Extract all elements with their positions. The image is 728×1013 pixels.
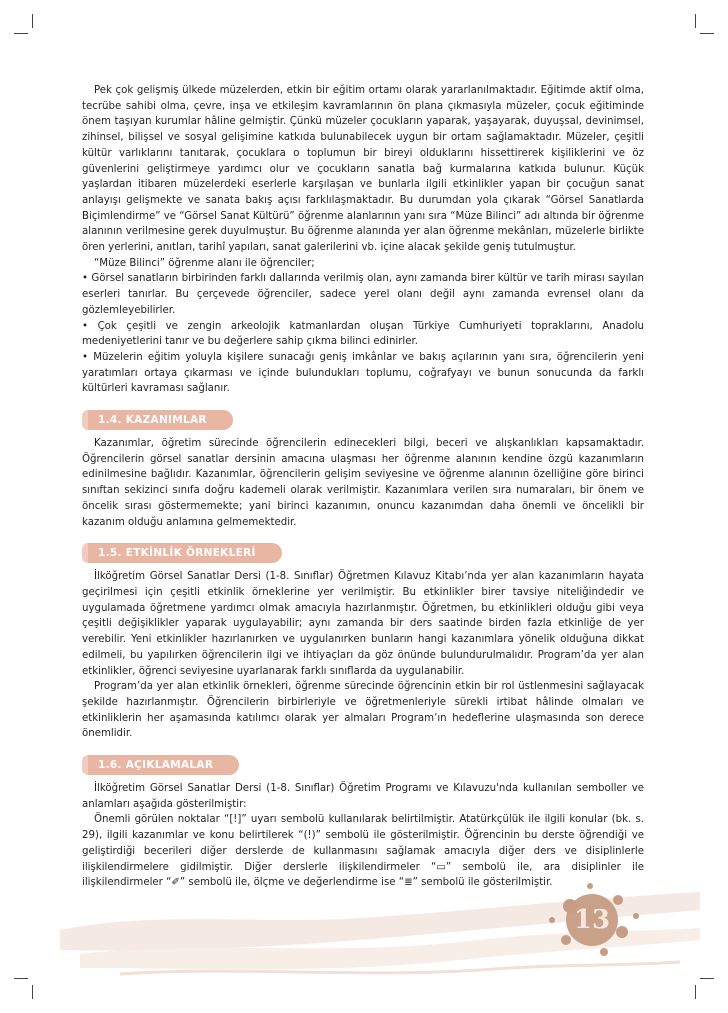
page-body (82, 83, 644, 891)
crop-mark (700, 33, 714, 34)
section-paragraph: İlköğretim Görsel Sanatlar Dersi (1-8. Sınıflar) Öğretim Programı ve Kılavuzu'nda kullanılan semboller ve anlamları aşağıda gösterilmiştir: (82, 783, 644, 810)
bullet-item: • Müzelerin eğitim yoluyla kişilere sunacağı geniş imkânlar ve bakış açılarının yanı sıra, öğrencilerin yeni yaratımları ortaya çıkarması ve içinde bulundukları toplumu, coğrafyayı ve bunun sonucunda da farklı kültürleri kavraması sağlanır. (82, 351, 644, 395)
section-heading-etkinlik: 1.5. ETKİNLİK ÖRNEKLERİ (88, 543, 282, 563)
section-paragraph: İlköğretim Görsel Sanatlar Dersi (1-8. Sınıflar) Öğretmen Kılavuz Kitabı’nda yer alan kazanımların hayata geçirilmesi için çeşitli etkinlik örneklerine yer verilmiştir. Bu etkinlikler birer tavsiye niteliğindedir ve uygulamada öğretmene yardımcı olmak amacıyla hazırlanmıştır. Öğretmen, bu etkinlikleri olduğu gibi veya çeşitli değişiklikler yaparak uygulayabilir; aynı zamanda bir ders saatinde birden fazla etkinliğe de yer verebilir. Yeni etkinlikler hazırlanırken ve uygulanırken bunların hangi kazanımlara yönelik olduğuna dikkat edilmeli, bu yapılırken öğrencilerin ilgi ve ihtiyaçları da göz önünde bulundurulmalıdır. Program’da yer alan etkinlikler, öğrenci seviyesine uyarlanarak farklı sınıflarda da uygulanabilir. (82, 571, 644, 677)
crop-mark (695, 14, 696, 28)
crop-mark (14, 33, 28, 34)
page-number: 13 (573, 905, 611, 935)
bullet-item: • Çok çeşitli ve zengin arkeolojik katmanlardan oluşan Türkiye Cumhuriyeti topraklarını, Anadolu medeniyetlerini tanır ve bu değerlere sahip çıkma bilinci edinirler. (82, 320, 644, 348)
section-heading-aciklamalar: 1.6. AÇIKLAMALAR (88, 755, 239, 775)
crop-mark (32, 14, 33, 28)
section-paragraph: Kazanımlar, öğretim sürecinde öğrencilerin edinecekleri bilgi, beceri ve alışkanlıkları kapsamaktadır. Öğrencilerin görsel sanatlar dersinin amacına ulaşması her öğrenme alanının kendine özgü kazanımların edinilmesine bağlıdır. Kazanımlar, öğrencilerin gelişim seviyesine ve öğrenme alanının özelliğine göre birinci sınıftan sekizinci sınıfa doğru kademeli olarak verilmiştir. Kazanımlara verilen sıra numaraları, bir önem ve öncelik sırası göstermemekte; yani birinci kazanımın, onuncu kazanımdan daha önemli ve öncelikli bir kazanım olduğu anlamına gelmemektedir. (82, 438, 644, 528)
bullet-item: • Görsel sanatların birbirinden farklı dallarında verilmiş olan, aynı zamanda birer kültür ve tarih mirası sayılan eserleri tanırlar. Bu çerçevede öğrenciler, sadece yerel olanı değil aynı zamanda evrensel olanı da gözlemleyebilirler. (82, 273, 644, 316)
intro-paragraph: Pek çok gelişmiş ülkede müzelerden, etkin bir eğitim ortamı olarak yararlanılmaktadır. Eğitimde aktif olma, tecrübe sahibi olma, çevre, inşa ve etkileşim kavramlarının ön plana çıkmasıyla müzeler, çocuk eğitiminde önem taşıyan kurumlar hâline gelmiştir. Çünkü müzeler çocukların yaparak, yaşayarak, duyuşsal, devinimsel, zihinsel, bilişsel ve sosyal gelişimine katkıda bulunabilecek uygun bir ortam sağlamaktadır. Müzeler, çeşitli kültür varlıklarını tanıtarak, çocuklara o toplumun bir bireyi olduklarını hissettirerek kişiliklerini ve öz güvenlerini geliştirmeye yardımcı olur ve çocukların sanatla bağ kurmalarına katkıda bulunur. Küçük yaşlardan itibaren müzelerdeki eserlerle karşılaşan ve bunlarla ilgili etkinlikler yapan bir çocuğun sanat anlayışı gelişmekte ve sanata bakış açısı farklılaşmaktadır. Bu durumdan yola çıkarak “Görsel Sanatlarda Biçimlendirme” ve “Görsel Sanat Kültürü” öğrenme alanlarının yanı sıra “Müze Bilinci” adı altında bir öğrenme alanının verilmesine gerek duyulmuştur. Bu öğrenme alanında yer alan öğrenme mekânları, müzelerle birlikte ören yerlerini, anıtları, tarihî yapıları, sanat galerilerini vb. içine alacak şekilde geniş tutulmuştur. (82, 85, 644, 254)
intro-lead: “Müze Bilinci” öğrenme alanı ile öğrenciler; (94, 257, 315, 269)
section-paragraph: Program’da yer alan etkinlik örnekleri, öğrenme sürecinde öğrencinin etkin bir rol üstlenmesini sağlayacak şekilde hazırlanmıştır. Öğrencilerin birbirleriyle ve öğretmenleriyle sürekli irtibat hâlinde olmaları ve etkinliklerin her aşamasında katılımcı olarak yer almaları Program’ın hedeflerine ulaşmasında son derece önemlidir. (82, 681, 644, 740)
section-paragraph: Önemli görülen noktalar “[!]” uyarı sembolü kullanılarak belirtilmiştir. Atatürkçülük ile ilgili konular (bk. s. 29), ilgili kazanımlar ve konu belirtilerek “(!)” sembolü ile gösterilmiştir. Öğrencinin bu derste öğrendiği ve geliştirdiği becerileri diğer derslerde de kullanmasını sağlamak amacıyla diğer ders ve disiplinlerle ilişkilendirmelere gidilmiştir. Diğer derslerle ilişkilendirmeler “▭” sembolü ile, ara disiplinler ile ilişkilendirmeler “✐” sembolü ile, ölçme ve değerlendirme ise “≣” sembolü ile gösterilmiştir. (82, 814, 644, 889)
section-heading-kazanimlar: 1.4. KAZANIMLAR (88, 410, 233, 430)
footer-brush-decoration (0, 870, 728, 1000)
